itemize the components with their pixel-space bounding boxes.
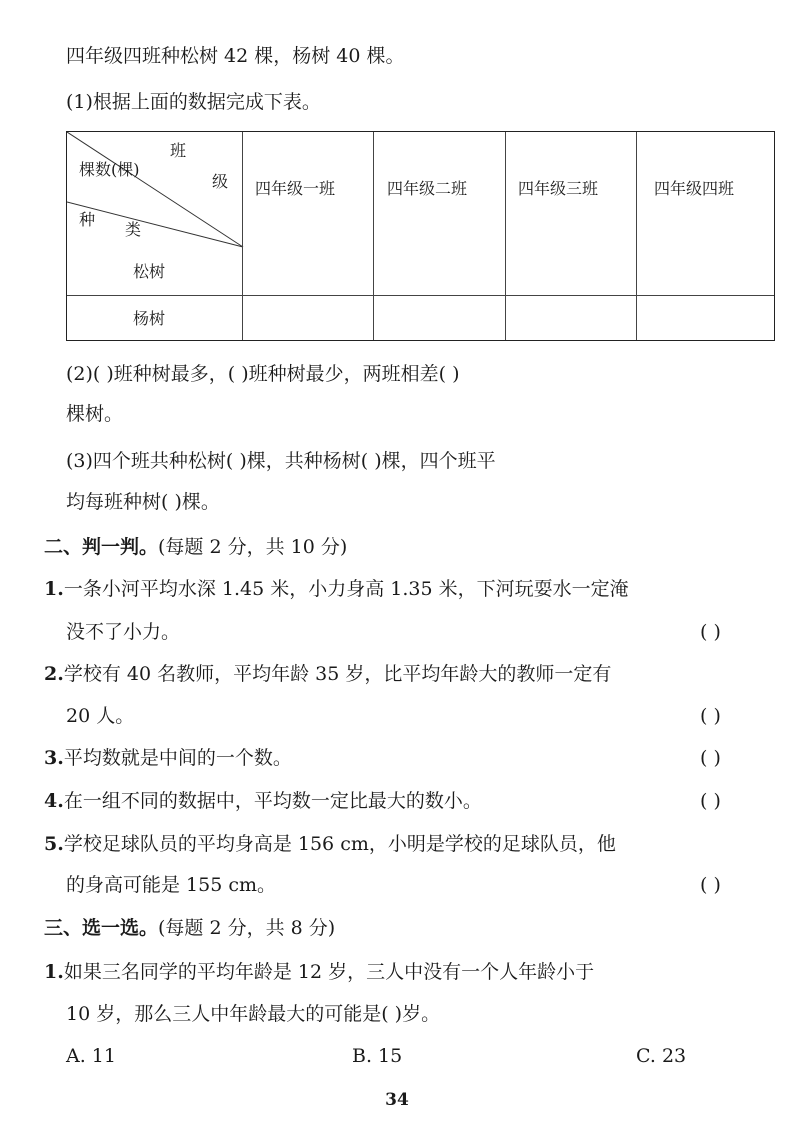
table-header-kind-2: 类 [125, 220, 142, 239]
item-text: 学校足球队员的平均身高是 156 cm，小明是学校的足球队员，他 [63, 833, 616, 855]
item-text: 一条小河平均水深 1.45 米，小力身高 1.35 米，下河玩耍水一定淹 [63, 578, 629, 600]
item-number: 5. [44, 833, 64, 855]
judge-item-1-line-2: 没不了小力。 [66, 621, 181, 643]
answer-blank[interactable]: ( ) [700, 874, 721, 896]
section-3-title [44, 916, 335, 940]
table-row-divider [67, 295, 774, 296]
option-b[interactable]: B. 15 [352, 1045, 403, 1067]
judge-item-1-line-1 [44, 577, 629, 601]
option-c[interactable]: C. 23 [636, 1045, 687, 1067]
table-diagonal-lines [67, 132, 776, 342]
item-number: 4. [44, 790, 64, 812]
table-col-header: 四年级一班 [255, 179, 336, 198]
judge-item-2-line-1 [44, 662, 611, 686]
question-3-line-2: 均每班种树( )棵。 [66, 491, 220, 513]
choice-item-1-line-1 [44, 960, 594, 984]
judge-item-3 [44, 746, 292, 770]
item-number: 1. [44, 961, 64, 983]
answer-blank[interactable]: ( ) [700, 621, 721, 643]
table-col-divider [505, 132, 506, 340]
table-header-kind-1: 种 [79, 210, 96, 229]
table-header-count: 棵数(棵) [79, 160, 140, 179]
answer-blank[interactable]: ( ) [700, 705, 721, 727]
question-1: (1)根据上面的数据完成下表。 [66, 91, 321, 113]
table-col-header: 四年级四班 [654, 179, 735, 198]
intro-text: 四年级四班种松树 42 棵，杨树 40 棵。 [66, 45, 405, 67]
table-col-header: 四年级三班 [518, 179, 599, 198]
judge-item-2-line-2: 20 人。 [66, 705, 135, 727]
table-col-divider [636, 132, 637, 340]
item-text: 学校有 40 名教师，平均年龄 35 岁，比平均年龄大的教师一定有 [63, 663, 612, 685]
item-text: 在一组不同的数据中，平均数一定比最大的数小。 [63, 790, 482, 812]
item-text: 平均数就是中间的一个数。 [63, 747, 292, 769]
section-3-heading: 三、选一选。 [44, 917, 159, 939]
table-col-divider [242, 132, 243, 340]
answer-blank[interactable]: ( ) [700, 790, 721, 812]
table-col-divider [373, 132, 374, 340]
page-number: 34 [385, 1090, 409, 1110]
table-header-class: 班 [170, 141, 187, 160]
table-col-header: 四年级二班 [387, 179, 468, 198]
answer-blank[interactable]: ( ) [700, 747, 721, 769]
section-2-note: (每题 2 分，共 10 分) [158, 536, 348, 558]
item-number: 2. [44, 663, 64, 685]
option-a[interactable]: A. 11 [66, 1045, 116, 1067]
judge-item-4 [44, 789, 482, 813]
section-2-title [44, 535, 347, 559]
data-table [66, 131, 775, 341]
section-2-heading: 二、判一判。 [44, 536, 159, 558]
choice-item-1-line-2: 10 岁，那么三人中年龄最大的可能是( )岁。 [66, 1003, 441, 1025]
judge-item-5-line-1 [44, 832, 616, 856]
question-2-line-1: (2)( )班种树最多，( )班种树最少，两班相差( ) [66, 363, 460, 385]
item-number: 3. [44, 747, 64, 769]
question-3-line-1: (3)四个班共种松树( )棵，共种杨树( )棵，四个班平 [66, 450, 496, 472]
item-number: 1. [44, 578, 64, 600]
judge-item-5-line-2: 的身高可能是 155 cm。 [66, 874, 277, 896]
item-text: 如果三名同学的平均年龄是 12 岁，三人中没有一个人年龄小于 [63, 961, 595, 983]
table-row-label: 松树 [133, 262, 166, 281]
table-header-grade: 级 [212, 172, 229, 191]
question-2-line-2: 棵树。 [66, 403, 124, 425]
table-row-label: 杨树 [133, 309, 166, 328]
section-3-note: (每题 2 分，共 8 分) [158, 917, 336, 939]
